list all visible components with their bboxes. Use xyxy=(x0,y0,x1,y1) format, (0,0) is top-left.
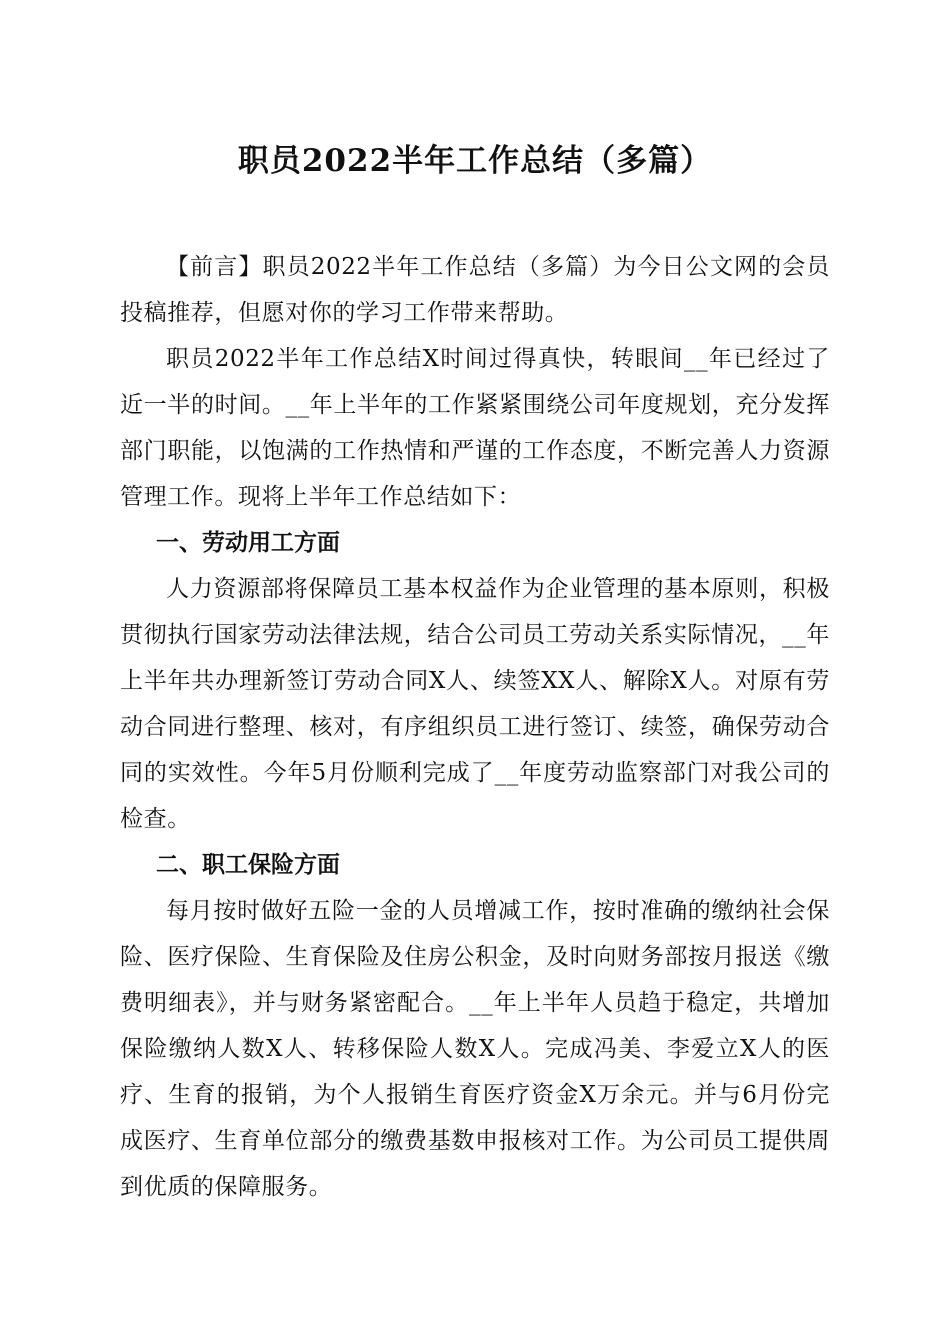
document-title: 职员2022半年工作总结（多篇） xyxy=(237,143,713,179)
labor-paragraph: 人力资源部将保障员工基本权益作为企业管理的基本原则，积极贯彻执行国家劳动法律法规，结合公司员工劳动关系实际情况，__年上半年共办理新签订劳动合同X人、续签XX人、解除X人。对原有劳动合同进行整理、核对，有序组织员工进行签订、续签，确保劳动合同的实效性。今年5月份顺利完成了__年度劳动监察部门对我公司的检查。 xyxy=(120,576,830,832)
section-heading-labor: 一、劳动用工方面 xyxy=(156,530,340,556)
insurance-paragraph: 每月按时做好五险一金的人员增减工作，按时准确的缴纳社会保险、医疗保险、生育保险及住房公积金，及时向财务部按月报送《缴费明细表》，并与财务紧密配合。__年上半年人员趋于稳定，共增加保险缴纳人数X人、转移保险人数X人。完成冯美、李爱立X人的医疗、生育的报销，为个人报销生育医疗资金X万余元。并与6月份完成医疗、生育单位部分的缴费基数申报核对工作。为公司员工提供周到优质的保障服务。 xyxy=(120,898,830,1200)
preface-paragraph: 【前言】职员2022半年工作总结（多篇）为今日公文网的会员投稿推荐，但愿对你的学习工作带来帮助。 xyxy=(120,254,830,326)
section-heading-insurance: 二、职工保险方面 xyxy=(156,852,340,878)
intro-paragraph: 职员2022半年工作总结X时间过得真快，转眼间__年已经过了近一半的时间。__年上半年的工作紧紧围绕公司年度规划，充分发挥部门职能，以饱满的工作热情和严谨的工作态度，不断完善人力资源管理工作。现将上半年工作总结如下： xyxy=(120,346,830,510)
